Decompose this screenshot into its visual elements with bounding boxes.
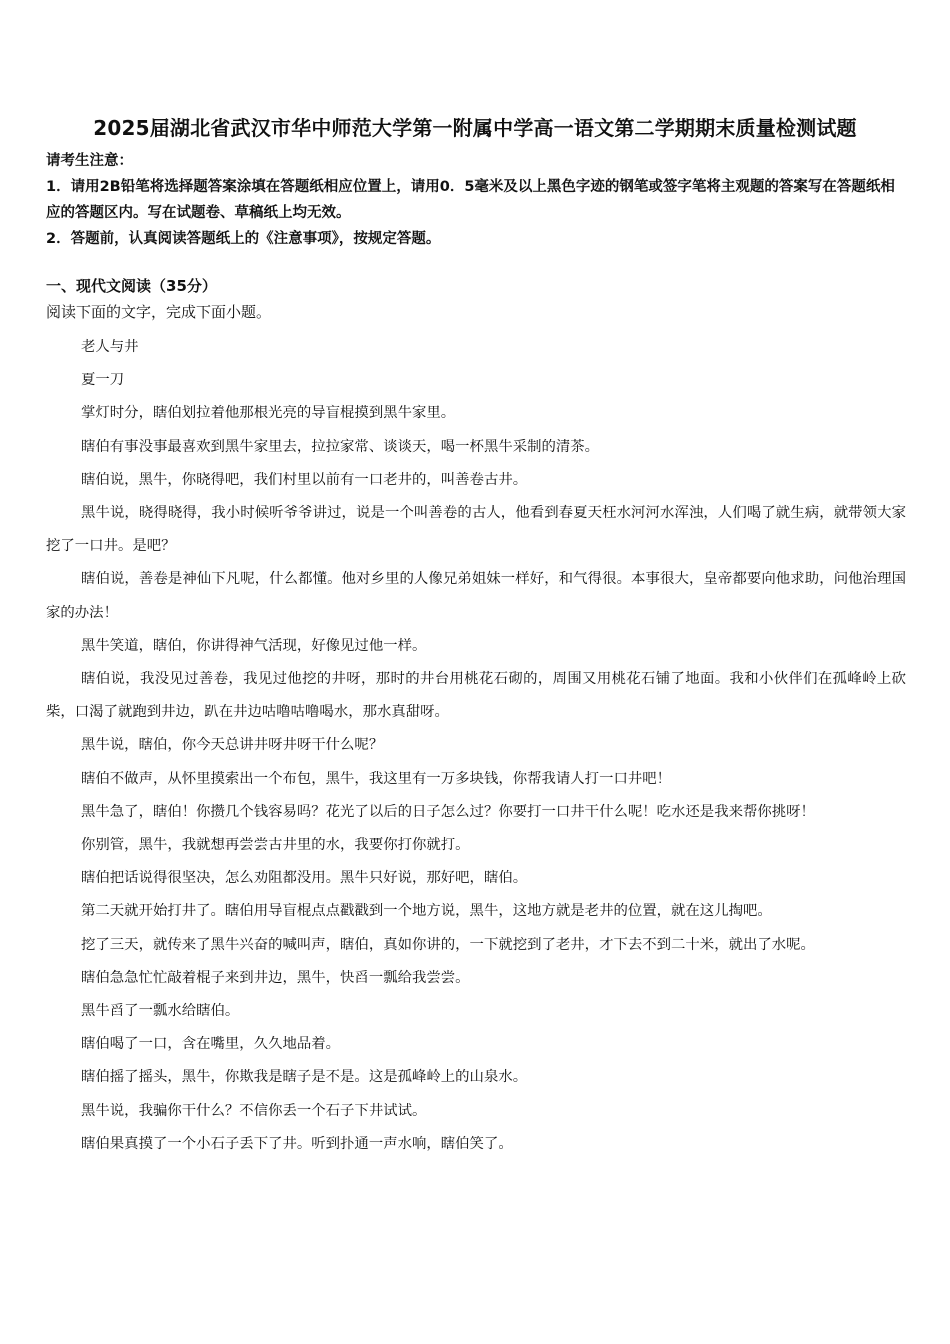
passage-paragraph: 瞎伯说，我没见过善卷，我见过他挖的井呀，那时的井台用桃花石砌的，周围又用桃花石铺了地面。我和小伙伴们在孤峰岭上砍柴，口渴了就跑到井边，趴在井边咕噜咕噜喝水，那水真甜呀。 bbox=[46, 671, 906, 721]
section-heading: 一、现代文阅读（35分） bbox=[46, 277, 217, 295]
passage-paragraph: 黑牛舀了一瓢水给瞎伯。 bbox=[81, 1003, 240, 1020]
passage-paragraph: 黑牛笑道，瞎伯，你讲得神气活现，好像见过他一样。 bbox=[81, 637, 427, 654]
passage-paragraph: 瞎伯把话说得很坚决，怎么劝阻都没用。黑牛只好说，那好吧，瞎伯。 bbox=[81, 870, 528, 887]
passage-paragraph: 瞎伯急急忙忙敲着棍子来到井边，黑牛，快舀一瓢给我尝尝。 bbox=[81, 969, 470, 986]
notice-block bbox=[46, 148, 906, 174]
notice-item-1 bbox=[46, 174, 906, 226]
passage-paragraph: 掌灯时分，瞎伯划拉着他那根光亮的导盲棍摸到黑牛家里。 bbox=[81, 405, 456, 422]
notice-item-2 bbox=[46, 226, 906, 252]
passage-paragraph: 黑牛急了，瞎伯！你攒几个钱容易吗？花光了以后的日子怎么过？你要打一口井干什么呢！吃水还是我来帮你挑呀！ bbox=[81, 803, 815, 820]
document-title: 2025届湖北省武汉市华中师范大学第一附属中学高一语文第二学期期末质量检测试题 bbox=[93, 116, 857, 140]
passage-paragraph: 瞎伯有事没事最喜欢到黑牛家里去，拉拉家常、谈谈天，喝一杯黑牛采制的清茶。 bbox=[81, 438, 600, 455]
passage-paragraph: 你别管，黑牛，我就想再尝尝古井里的水，我要你打你就打。 bbox=[81, 837, 470, 854]
passage-paragraph: 瞎伯摇了摇头，黑牛，你欺我是瞎子是不是。这是孤峰岭上的山泉水。 bbox=[81, 1069, 528, 1086]
passage-paragraph: 黑牛说，晓得晓得，我小时候听爷爷讲过，说是一个叫善卷的古人，他看到春夏天枉水河河水浑浊，人们喝了就生病，就带领大家挖了一口井。是吧？ bbox=[46, 505, 906, 555]
passage-paragraph: 瞎伯果真摸了一个小石子丢下了井。听到扑通一声水响，瞎伯笑了。 bbox=[81, 1135, 513, 1152]
passage-title: 老人与井 bbox=[81, 339, 139, 355]
passage-paragraph: 黑牛说，瞎伯，你今天总讲井呀井呀干什么呢？ bbox=[81, 737, 384, 754]
passage-paragraph: 第二天就开始打井了。瞎伯用导盲棍点点戳戳到一个地方说，黑牛，这地方就是老井的位置，就在这儿掏吧。 bbox=[81, 903, 772, 920]
passage-author: 夏一刀 bbox=[81, 372, 125, 389]
passage-paragraph: 挖了三天，就传来了黑牛兴奋的喊叫声，瞎伯，真如你讲的，一下就挖到了老井，才下去不到二十米，就出了水呢。 bbox=[81, 936, 815, 953]
notice-item-1-text: 1．请用2B铅笔将选择题答案涂填在答题纸相应位置上，请用0．5毫米及以上黑色字迹的钢笔或签字笔将主观题的答案写在答题纸相应的答题区内。写在试题卷、草稿纸上均无效。 bbox=[46, 179, 895, 221]
passage-paragraph: 瞎伯不做声，从怀里摸索出一个布包，黑牛，我这里有一万多块钱，你帮我请人打一口井吧！ bbox=[81, 770, 672, 787]
passage-paragraph: 瞎伯喝了一口，含在嘴里，久久地品着。 bbox=[81, 1036, 341, 1053]
notice-item-2-text: 2．答题前，认真阅读答题纸上的《注意事项》，按规定答题。 bbox=[46, 231, 441, 247]
reading-passage bbox=[46, 331, 906, 1161]
section-instruction: 阅读下面的文字，完成下面小题。 bbox=[46, 303, 272, 321]
passage-paragraph: 瞎伯说，黑牛，你晓得吧，我们村里以前有一口老井的，叫善卷古井。 bbox=[81, 471, 528, 488]
passage-paragraph: 黑牛说，我骗你干什么？不信你丢一个石子下井试试。 bbox=[81, 1102, 427, 1119]
passage-paragraph: 瞎伯说，善卷是神仙下凡呢，什么都懂。他对乡里的人像兄弟姐妹一样好，和气得很。本事很大，皇帝都要向他求助，问他治理国家的办法！ bbox=[46, 571, 906, 621]
notice-heading: 请考生注意： bbox=[46, 153, 133, 169]
